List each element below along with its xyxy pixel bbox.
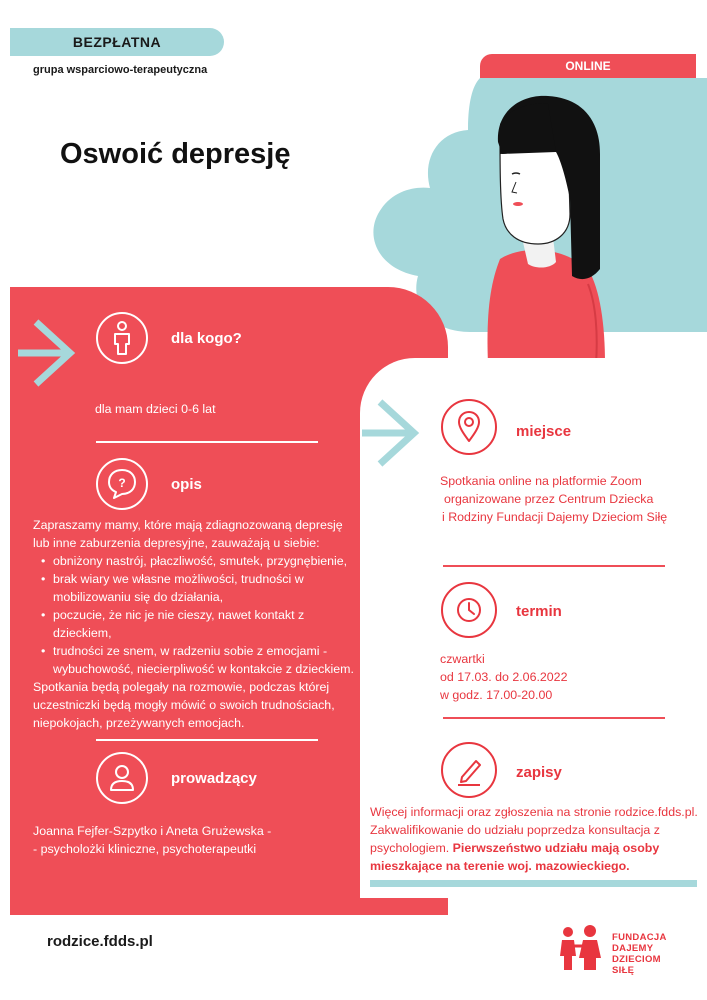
foundation-logo-text <box>612 932 667 976</box>
clock-icon <box>441 582 497 638</box>
logo-line: SIŁĘ <box>612 965 635 976</box>
child-icon <box>96 312 148 364</box>
signup-title: zapisy <box>516 764 562 781</box>
person-icon <box>96 752 148 804</box>
hosts-line: - psycholożki kliniczne, psychoterapeutki <box>33 842 257 856</box>
signup-priority: Pierwszeństwo udziału mają osoby mieszkające na terenie woj. mazowieckiego. <box>370 841 660 873</box>
hosts-text <box>33 822 271 858</box>
arrow-right-icon <box>18 318 78 388</box>
logo-line: FUNDACJA <box>612 932 667 943</box>
arrow-right-icon <box>362 398 422 468</box>
free-badge: BEZPŁATNA <box>10 28 224 56</box>
divider <box>443 717 665 719</box>
question-chat-icon <box>96 458 148 510</box>
divider <box>96 441 318 443</box>
logo-line: DAJEMY <box>612 943 654 954</box>
hosts-title: prowadzący <box>171 770 257 787</box>
description-body <box>33 516 358 732</box>
symptom-list <box>33 552 358 678</box>
website-link[interactable]: rodzice.fdds.pl <box>47 933 153 950</box>
bottom-accent-bar <box>370 880 697 887</box>
place-line: i Rodziny Fundacji Dajemy Dzieciom Siłę <box>442 510 668 524</box>
page-title: Oswoić depresję <box>60 138 291 170</box>
place-line: Spotkania online na platformie Zoom <box>440 474 642 488</box>
time-line: od 17.03. do 2.06.2022 <box>440 670 568 684</box>
time-title: termin <box>516 603 562 620</box>
time-text <box>440 650 567 704</box>
place-title: miejsce <box>516 423 572 440</box>
list-item: • brak wiary we własne możliwości, trudności w mobilizowaniu się do działania, <box>33 570 358 606</box>
divider <box>443 565 665 567</box>
place-line: organizowane przez Centrum Dziecka <box>444 492 654 506</box>
pencil-icon <box>441 742 497 798</box>
logo-line: DZIECIOM <box>612 954 661 965</box>
divider <box>96 739 318 741</box>
who-text: dla mam dzieci 0-6 lat <box>95 402 216 416</box>
svg-text:?: ? <box>118 476 126 490</box>
who-title: dla kogo? <box>171 330 242 347</box>
list-item: • trudności ze snem, w radzeniu sobie z emocjami - wybuchowość, niecierpliwość w kontakcie z dzieckiem. <box>33 642 358 678</box>
signup-text <box>370 803 700 875</box>
description-outro: Spotkania będą polegały na rozmowie, podczas której uczestniczki będą mogły mówić o swoich trudnościach, niepokojach, przeżywanych emocjach. <box>33 680 335 730</box>
time-line: czwartki <box>440 652 485 666</box>
hosts-line: Joanna Fejfer-Szpytko i Aneta Grużewska - <box>33 824 272 838</box>
location-pin-icon <box>441 399 497 455</box>
online-tab: ONLINE <box>480 54 696 78</box>
description-title: opis <box>171 476 202 493</box>
foundation-logo <box>552 922 608 978</box>
list-item: • poczucie, że nic je nie cieszy, nawet kontakt z dzieckiem, <box>33 606 358 642</box>
subtitle: grupa wsparciowo-terapeutyczna <box>33 64 208 76</box>
place-text <box>440 472 667 526</box>
signup-info: Więcej informacji oraz zgłoszenia na stronie rodzice.fdds.pl. Zakwalifikowanie do udziału poprzedza konsultacja z psychologiem. <box>370 805 698 855</box>
list-item: • obniżony nastrój, płaczliwość, smutek, przygnębienie, <box>33 552 358 570</box>
time-line: w godz. 17.00-20.00 <box>440 688 553 702</box>
description-intro: Zapraszamy mamy, które mają zdiagnozowaną depresję lub inne zaburzenia depresyjne, zauważają u siebie: <box>33 518 343 550</box>
